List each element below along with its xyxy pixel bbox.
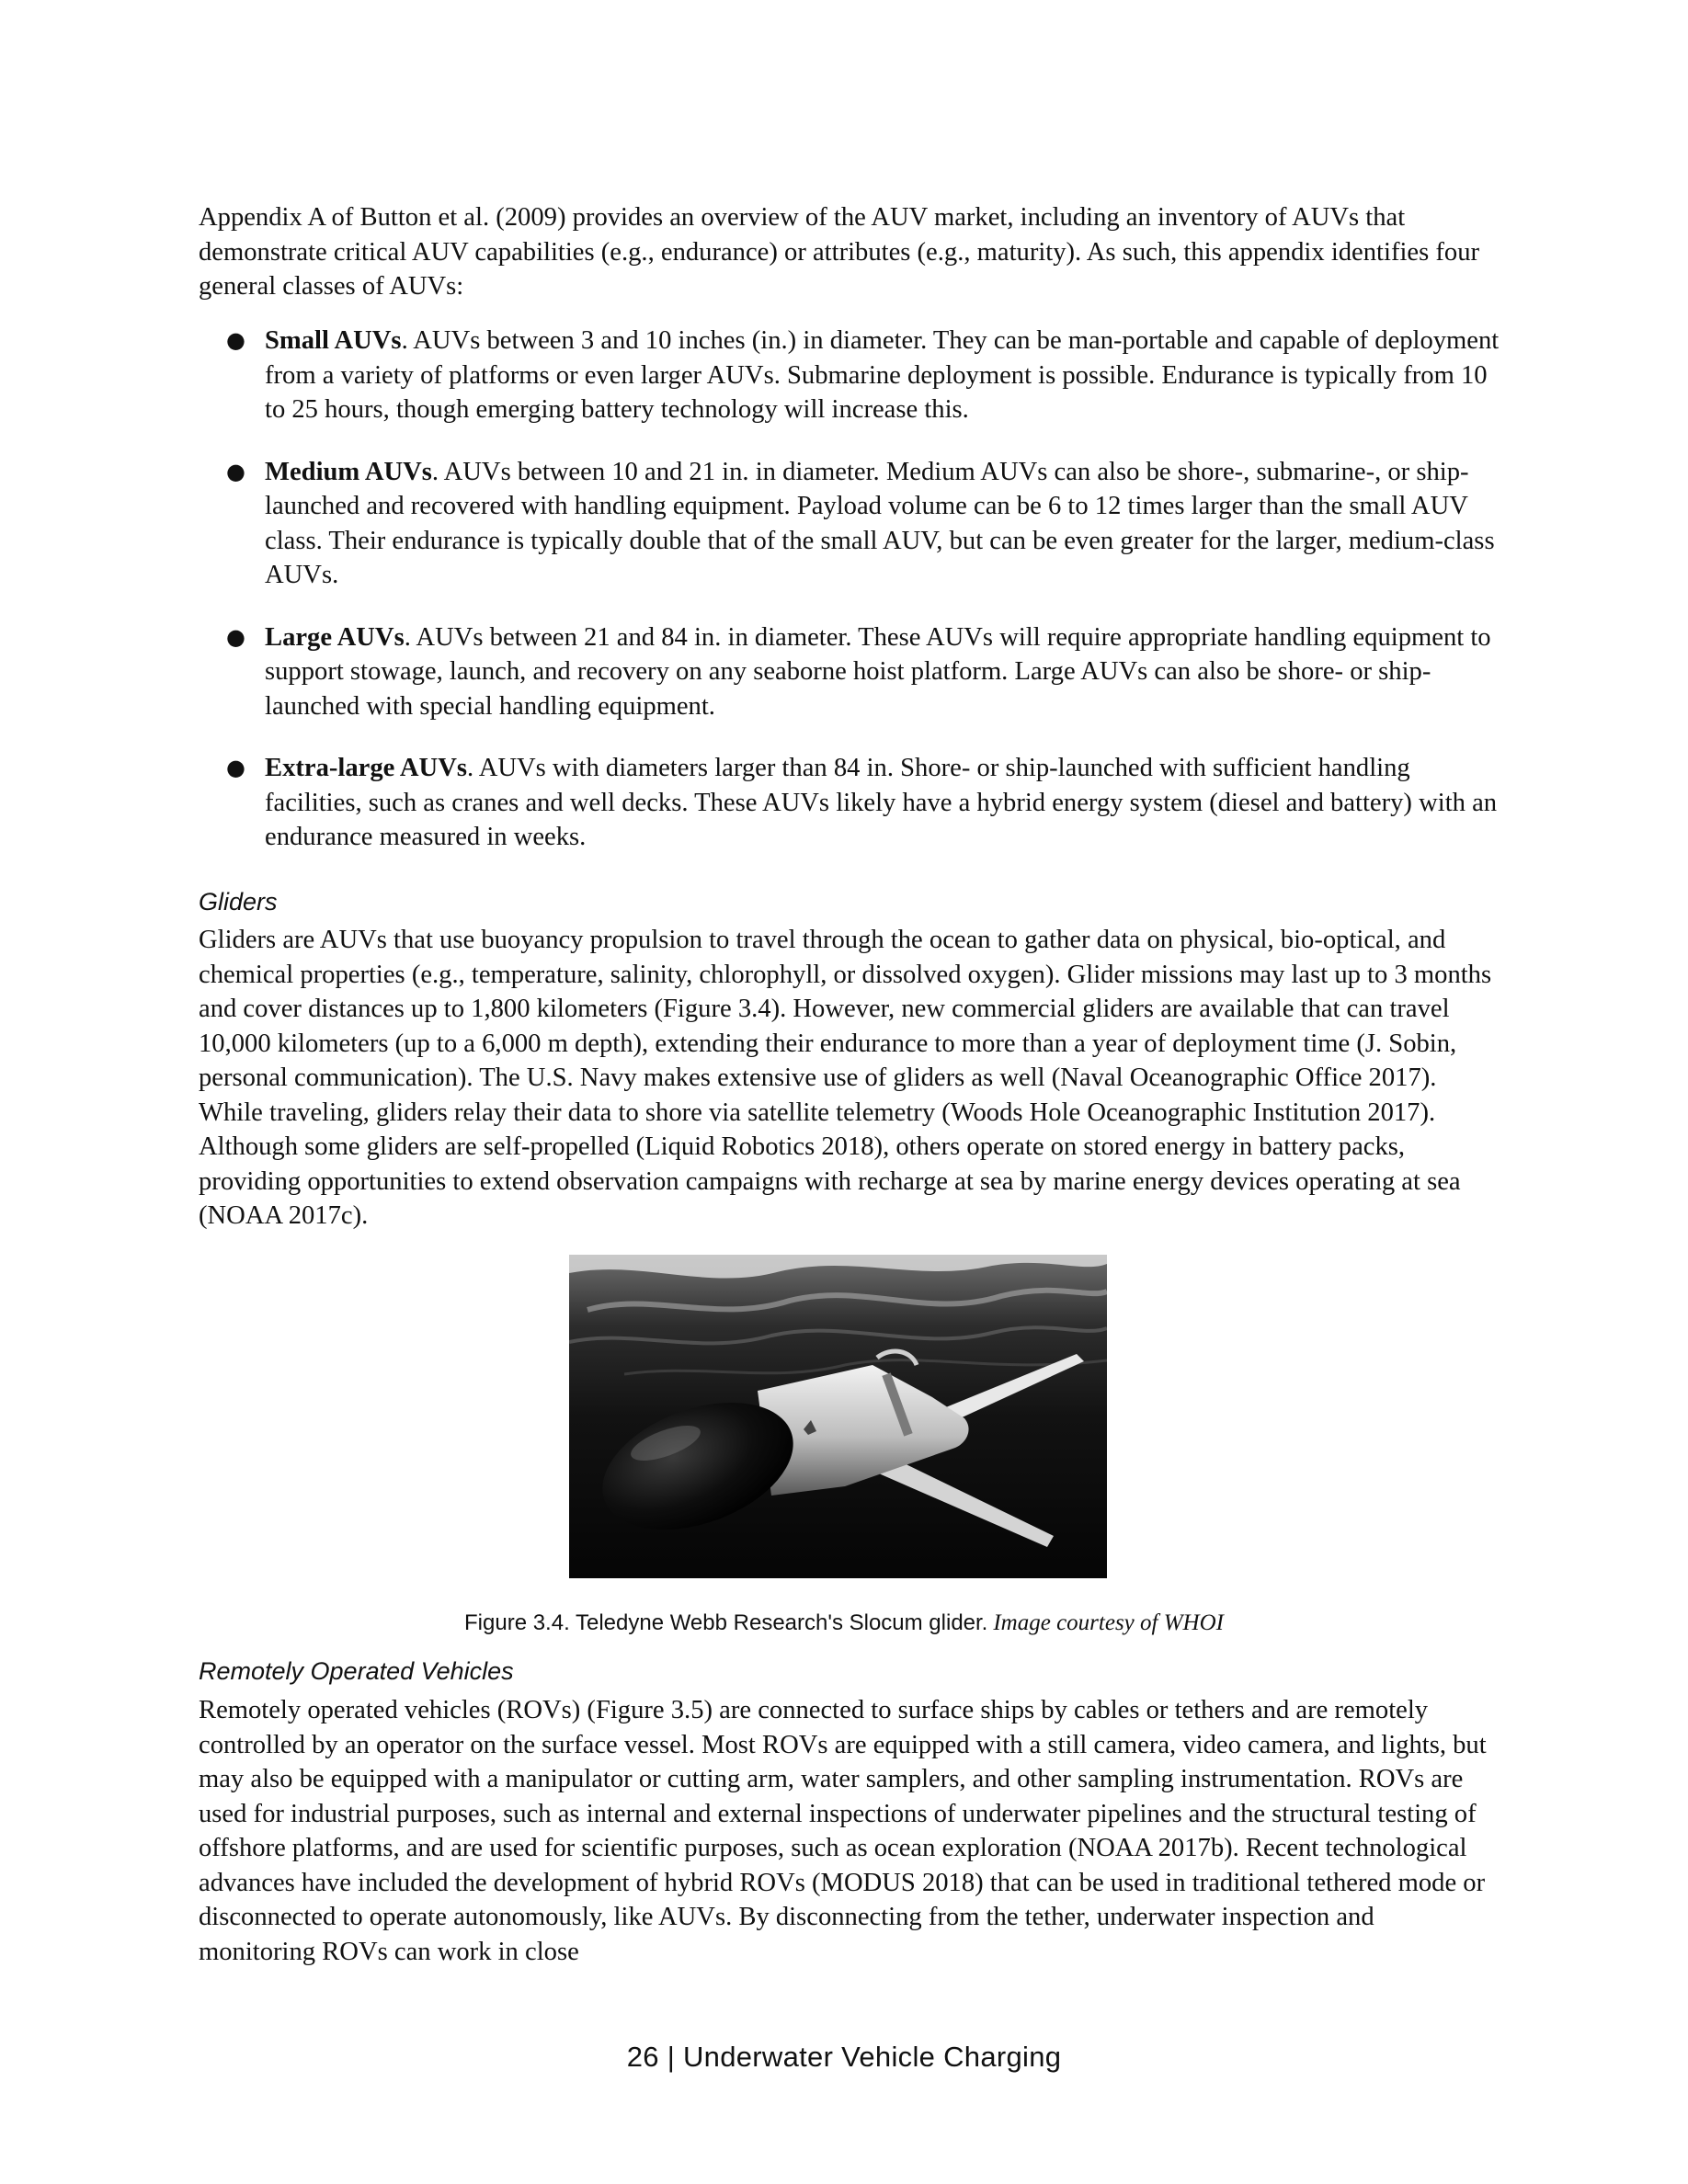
list-item-extra-large-auvs bbox=[199, 751, 1504, 855]
desc-small-auvs: . AUVs between 3 and 10 inches (in.) in diameter. They can be man-portable and capable of deployment from a variety of platforms or even larger AUVs. Submarine deployment is possible. Endurance is typically from 10 to 25 hours, though emerging battery technology will increase this. bbox=[265, 326, 1500, 424]
glider-photo bbox=[569, 1255, 1107, 1578]
bullet-icon: ● bbox=[226, 458, 245, 484]
term-extra-large-auvs: Extra-large AUVs bbox=[265, 754, 467, 782]
caption-credit: Image courtesy of WHOI bbox=[993, 1610, 1224, 1635]
desc-large-auvs: . AUVs between 21 and 84 in. in diameter. These AUVs will require appropriate handling equipment to support stowage, launch, and recovery on any seaborne hoist platform. Large AUVs can also be shore- or ship-launched with special handling equipment. bbox=[265, 622, 1491, 721]
term-medium-auvs: Medium AUVs bbox=[265, 457, 432, 486]
list-item-large-auvs bbox=[199, 620, 1504, 724]
desc-extra-large-auvs: . AUVs with diameters larger than 84 in. Shore- or ship-launched with sufficient handling facilities, such as cranes and well decks. These AUVs likely have a hybrid energy system (diesel and battery) with an endurance measured in weeks. bbox=[265, 754, 1498, 851]
bullet-icon: ● bbox=[226, 327, 245, 353]
rov-paragraph: Remotely operated vehicles (ROVs) (Figure 3.5) are connected to surface ships by cables or tethers and are remotely controlled by an operator on the surface vessel. Most ROVs are equipped with a still camera, video camera, and lights, but may also be equipped with a manipulator or cutting arm, water samplers, and other sampling instrumentation. ROVs are used for industrial purposes, such as internal and external inspections of underwater pipelines and the structural testing of offshore platforms, and are used for scientific purposes, such as ocean exploration (NOAA 2017b). Recent technological advances have included the development of hybrid ROVs (MODUS 2018) that can be used in traditional tethered mode or disconnected to operate autonomously, like AUVs. By disconnecting from the tether, underwater inspection and monitoring ROVs can work in close bbox=[199, 1696, 1487, 1966]
list-item-small-auvs bbox=[199, 324, 1504, 427]
gliders-paragraph: Gliders are AUVs that use buoyancy propulsion to travel through the ocean to gather data on physical, bio-optical, and chemical properties (e.g., temperature, salinity, chlorophyll, or dissolved oxygen). Glider missions may last up to 3 months and cover distances up to 1,800 kilometers (Figure 3.4). However, new commercial gliders are available that can travel 10,000 kilometers (up to a 6,000 m depth), extending their endurance to more than a year of deployment time (J. Sobin, personal communication). The U.S. Navy makes extensive use of gliders as well (Naval Oceanographic Office 2017). While traveling, gliders relay their data to shore via satellite telemetry (Woods Hole Oceanographic Institution 2017). Although some gliders are self-propelled (Liquid Robotics 2018), others operate on stored energy in battery packs, providing opportunities to extend observation campaigns with recharge at sea by marine energy devices operating at sea (NOAA 2017c). bbox=[199, 926, 1492, 1230]
rov-heading: Remotely Operated Vehicles bbox=[199, 1657, 514, 1685]
figure-caption bbox=[0, 1610, 1688, 1636]
auv-classes-list bbox=[199, 324, 1504, 882]
term-small-auvs: Small AUVs bbox=[265, 326, 402, 355]
bullet-icon: ● bbox=[226, 623, 245, 650]
list-item-medium-auvs bbox=[199, 455, 1504, 593]
desc-medium-auvs: . AUVs between 10 and 21 in. in diameter. Medium AUVs can also be shore-, submarine-, or ship-launched and recovered with handling equipment. Payload volume can be 6 to 12 times larger than the small AUV class. Their endurance is typically double that of the small AUV, but can be even greater for the larger, medium-class AUVs. bbox=[265, 457, 1495, 589]
glider-photo-image bbox=[569, 1255, 1107, 1578]
page-footer: 26 | Underwater Vehicle Charging bbox=[626, 2041, 1062, 2073]
term-large-auvs: Large AUVs bbox=[265, 622, 405, 652]
caption-label: Figure 3.4. Teledyne Webb Research's Slocum glider. bbox=[464, 1610, 988, 1635]
gliders-heading: Gliders bbox=[199, 888, 278, 916]
bullet-icon: ● bbox=[226, 755, 245, 780]
intro-paragraph: Appendix A of Button et al. (2009) provides an overview of the AUV market, including an inventory of AUVs that demonstrate critical AUV capabilities (e.g., endurance) or attributes (e.g., maturity). As such, this appendix identifies four general classes of AUVs: bbox=[199, 203, 1480, 301]
